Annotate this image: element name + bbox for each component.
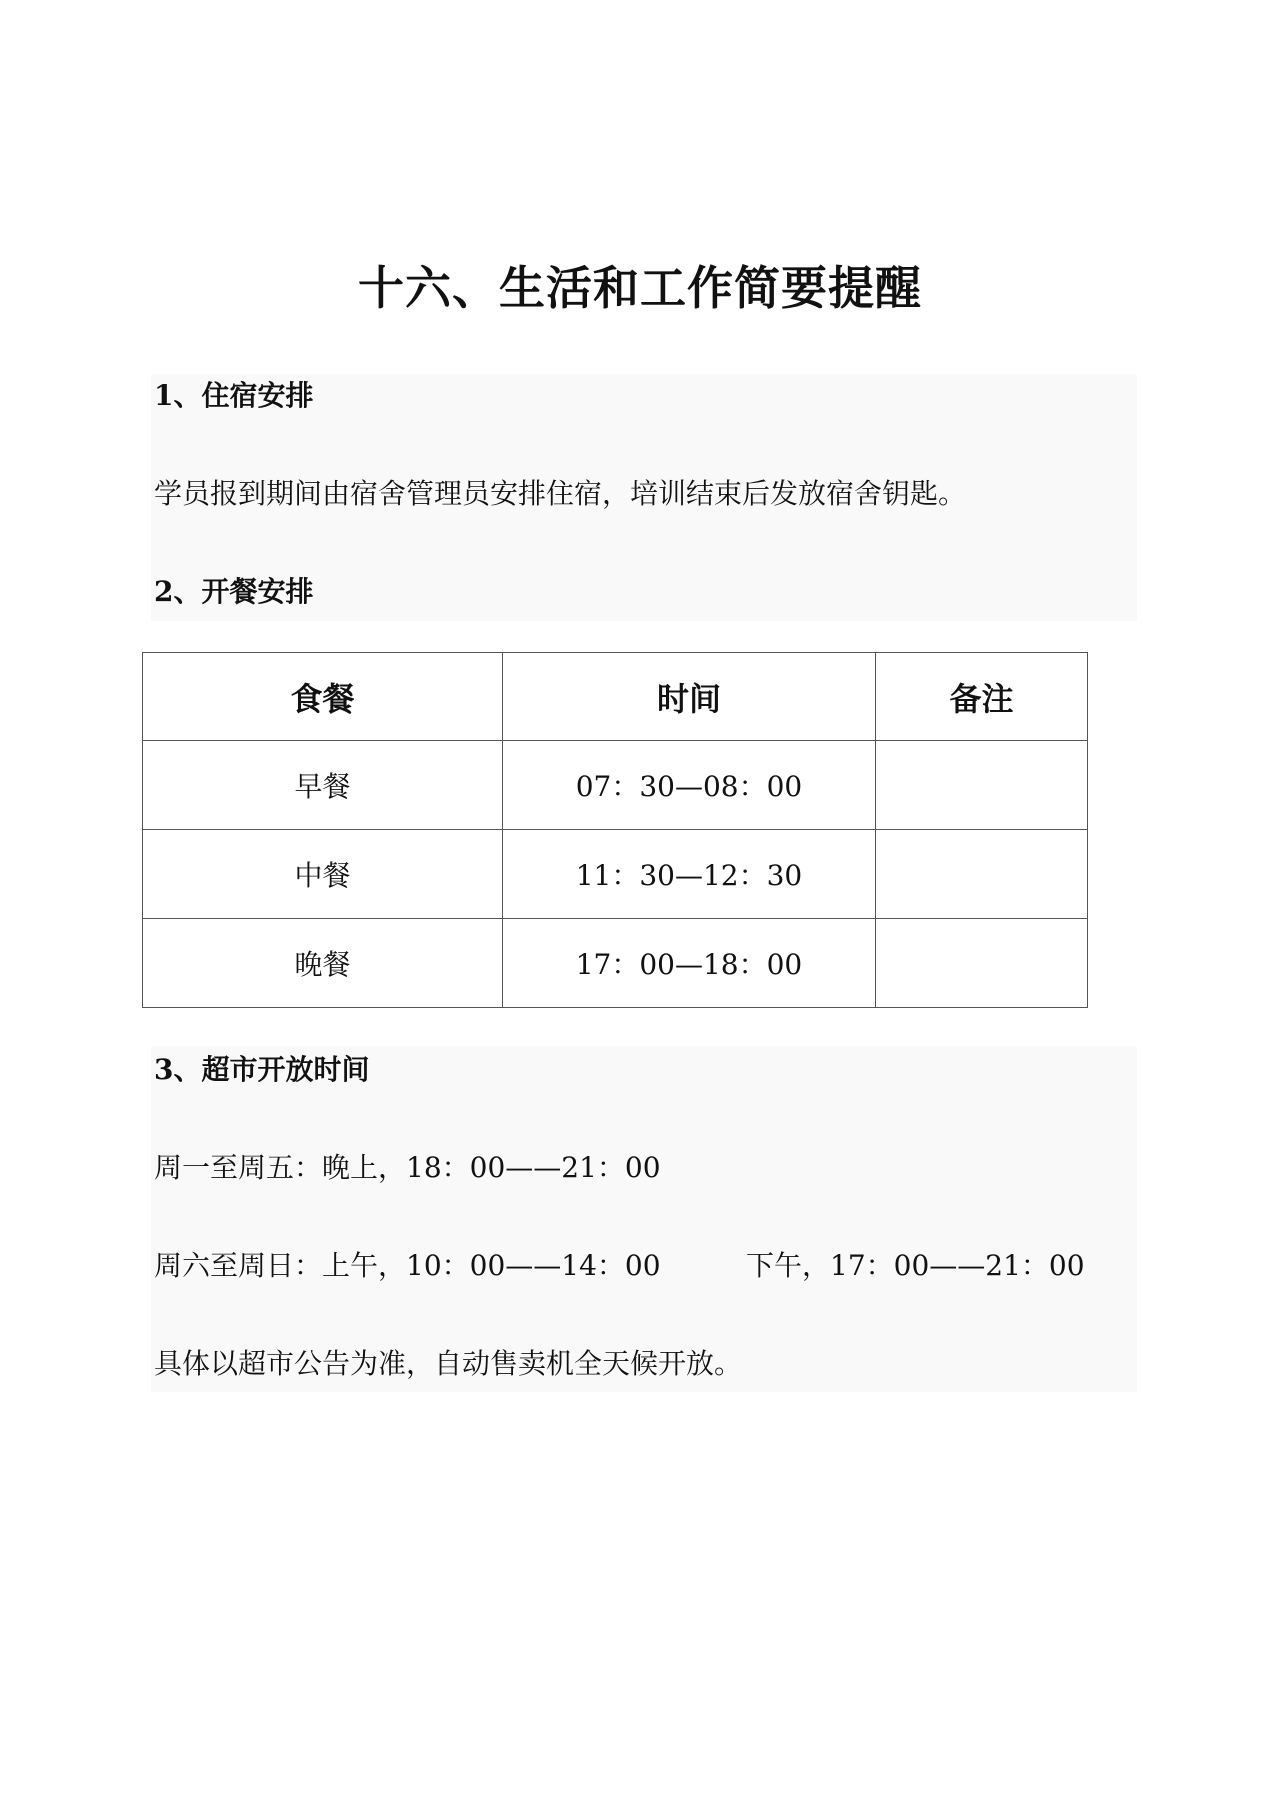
time-cell: 07：30—08：00 (503, 741, 876, 830)
table-row (143, 830, 1088, 919)
weekend-morning-hours: 周六至周日：上午，10：00——14：00 (154, 1249, 661, 1282)
time-cell: 17：00—18：00 (503, 919, 876, 1008)
accommodation-text: 学员报到期间由宿舍管理员安排住宿，培训结束后发放宿舍钥匙。 (154, 477, 967, 510)
meal-cell: 晚餐 (143, 919, 503, 1008)
supermarket-note: 具体以超市公告为准，自动售卖机全天候开放。 (154, 1347, 743, 1380)
page-title: 十六、生活和工作简要提醒 (358, 261, 922, 315)
time-cell: 11：30—12：30 (503, 830, 876, 919)
section-heading-meals: 2、开餐安排 (154, 575, 314, 608)
note-cell (876, 741, 1088, 830)
meal-cell: 中餐 (143, 830, 503, 919)
weekend-afternoon-hours: 下午，17：00——21：00 (746, 1249, 1085, 1282)
weekday-hours: 周一至周五：晚上，18：00——21：00 (154, 1151, 661, 1184)
meal-schedule-table (142, 652, 1088, 1008)
header-time: 时间 (503, 653, 876, 741)
section-heading-accommodation: 1、住宿安排 (154, 379, 314, 412)
note-cell (876, 830, 1088, 919)
note-cell (876, 919, 1088, 1008)
section-background (151, 1046, 1137, 1392)
section-heading-supermarket: 3、超市开放时间 (154, 1053, 370, 1086)
table-header-row (143, 653, 1088, 741)
meal-cell: 早餐 (143, 741, 503, 830)
header-meal: 食餐 (143, 653, 503, 741)
table-row (143, 741, 1088, 830)
header-note: 备注 (876, 653, 1088, 741)
table-row (143, 919, 1088, 1008)
